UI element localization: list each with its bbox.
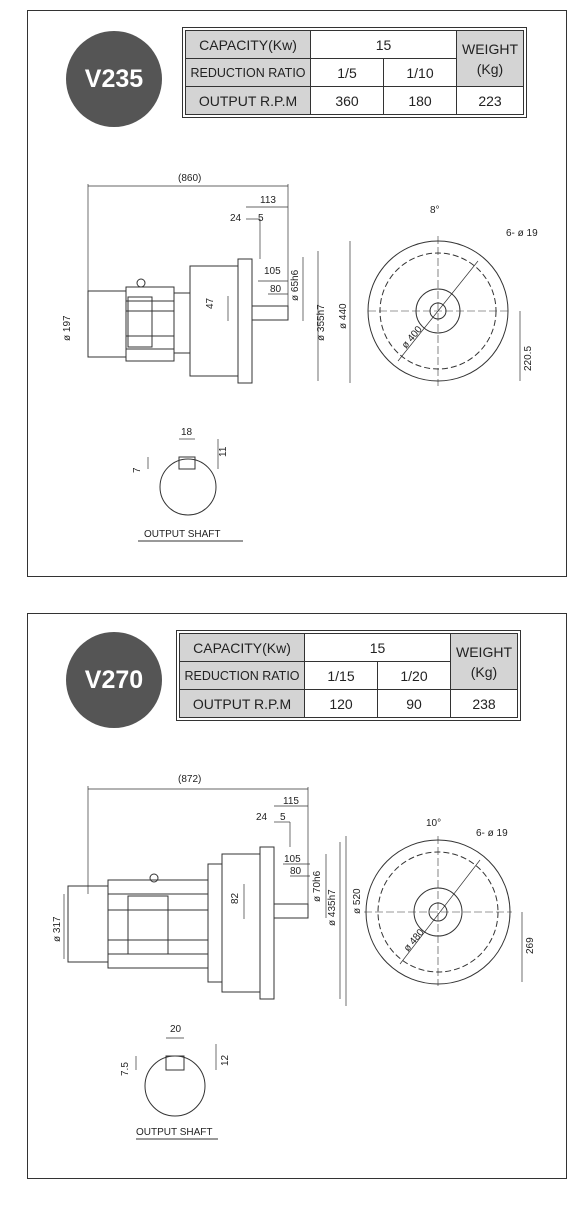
ratio-value: 1/15 [305,662,378,690]
ratio-value: 1/5 [311,59,384,87]
motor-body [88,279,174,361]
dim-key-depth: 7.5 [120,1062,131,1076]
dim-24: 24 [230,213,242,224]
dim-shaft: ø 65h6 [290,269,301,301]
capacity-label: CAPACITY(Kw) [180,634,305,662]
ratio-value: 1/20 [378,662,451,690]
dim-holes: 6- ø 19 [476,828,508,839]
dim-flange: ø 440 [338,303,349,329]
dim-115: 115 [283,796,299,807]
dim-overall: (872) [178,774,202,785]
front-view [368,236,520,386]
dim-height: 220.5 [523,345,534,371]
drawing-v270 [28,614,566,1178]
capacity-value: 15 [305,634,451,662]
dimension-lines [64,786,346,1006]
dim-key-height: 11 [218,446,229,457]
ratio-label: REDUCTION RATIO [180,662,305,690]
dim-105: 105 [284,854,301,865]
rpm-value: 90 [378,690,451,718]
drawing-v235 [28,11,566,576]
dim-shaft: ø 70h6 [312,870,323,902]
dim-key-width: 18 [181,427,193,438]
shaft-detail [136,1038,218,1139]
weight-label: WEIGHT [456,643,512,660]
dim-flange: ø 520 [352,888,363,914]
dim-holes: 6- ø 19 [506,228,538,239]
weight-unit: (Kg) [470,663,498,680]
model-label: V235 [84,64,144,93]
dim-pilot: ø 355h7 [316,304,327,341]
spec-panel-v235 [27,10,567,577]
front-view [364,836,522,986]
ratio-value: 1/10 [384,59,457,87]
dim-5: 5 [258,213,264,224]
dim-pcd: ø 400 [399,324,425,351]
rpm-label: OUTPUT R.P.M [186,87,311,115]
ratio-label: REDUCTION RATIO [186,59,311,87]
weight-unit: (Kg) [476,60,504,77]
spec-panel-v270 [27,613,567,1179]
weight-value: 238 [451,690,518,718]
dim-height: 269 [525,937,536,954]
dim-24: 24 [256,812,268,823]
weight-label: WEIGHT [462,40,518,57]
dim-pcd: ø 480 [401,927,427,954]
rpm-label: OUTPUT R.P.M [180,690,305,718]
shaft-caption: OUTPUT SHAFT [144,529,221,540]
dim-angle: 10° [426,818,442,829]
dimension-lines [88,184,350,383]
dim-overall: (860) [178,173,202,184]
dim-motor: ø 317 [52,916,63,942]
weight-value: 223 [457,87,524,115]
shaft-caption: OUTPUT SHAFT [136,1127,213,1138]
rpm-value: 180 [384,87,457,115]
dim-82: 82 [230,892,241,904]
gearbox-body [174,259,288,383]
dim-105: 105 [264,266,281,277]
dim-47: 47 [205,297,216,309]
rpm-value: 360 [311,87,384,115]
rpm-value: 120 [305,690,378,718]
motor-body [68,874,208,968]
dim-5: 5 [280,812,286,823]
dim-key-height: 12 [220,1054,231,1066]
dim-angle: 8° [430,205,440,216]
dim-pilot: ø 435h7 [327,889,338,926]
capacity-value: 15 [311,31,457,59]
dim-80: 80 [290,866,302,877]
model-label: V270 [84,665,144,694]
capacity-label: CAPACITY(Kw) [186,31,311,59]
dim-key-width: 20 [170,1024,182,1035]
dim-motor: ø 197 [62,315,73,341]
dim-key-depth: 7 [132,467,143,473]
dim-113: 113 [260,195,276,206]
dim-80: 80 [270,284,282,295]
